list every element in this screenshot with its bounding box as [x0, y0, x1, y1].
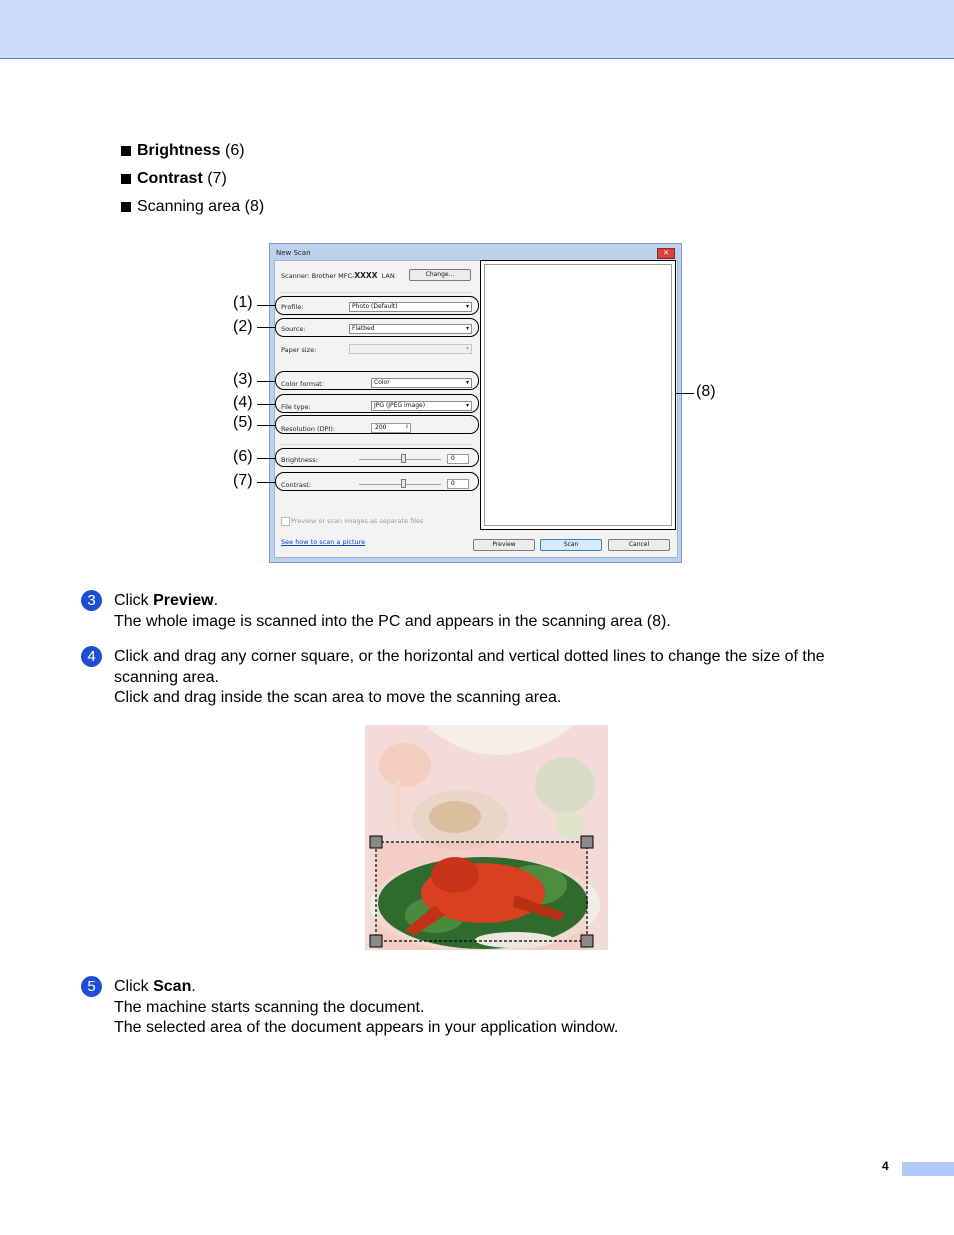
file-type-label: File type: [281, 403, 311, 411]
step-4-line-3: Click and drag inside the scan area to move the scanning area. [114, 689, 562, 706]
step-3-line-2: The whole image is scanned into the PC and appears in the scanning area (8). [114, 612, 671, 630]
chevron-down-icon: ▾ [465, 379, 469, 386]
contrast-label: Contrast: [281, 481, 311, 489]
callout-line [257, 327, 275, 328]
change-button[interactable]: Change... [409, 269, 471, 281]
callout-5: (5) [233, 414, 253, 431]
divider [281, 292, 471, 293]
scanning-area-inner [484, 264, 672, 526]
scanning-area[interactable] [480, 260, 676, 530]
highlight-ring-resolution [275, 415, 479, 434]
callout-4: (4) [233, 394, 253, 411]
bullet-item-scanning-area [121, 193, 264, 221]
paper-size-label: Paper size: [281, 346, 317, 354]
highlight-ring-profile [275, 296, 479, 315]
page-number-bar [902, 1162, 954, 1176]
step-3-line-1 [114, 591, 904, 612]
step-text: . [213, 592, 219, 609]
square-bullet-icon [121, 146, 131, 156]
separate-files-checkbox[interactable] [281, 517, 290, 526]
step-3-text [114, 591, 904, 632]
bullet-bold-text: Brightness [137, 142, 221, 159]
callout-line [257, 425, 275, 426]
square-bullet-icon [121, 174, 131, 184]
scanner-model: XXXX [354, 271, 378, 280]
callout-2: (2) [233, 318, 253, 335]
spin-arrows-icon: ⇕ [404, 424, 409, 430]
bullet-bold-text: Contrast [137, 170, 203, 187]
step-4-text [114, 647, 904, 709]
callout-line [257, 482, 275, 483]
cancel-button[interactable]: Cancel [608, 539, 670, 551]
callout-line [676, 393, 694, 394]
preview-illustration [365, 725, 608, 950]
step-5-line-3: The selected area of the document appears in your application window. [114, 1019, 619, 1036]
callout-6: (6) [233, 448, 253, 465]
brightness-value-box[interactable]: 0 [447, 454, 469, 464]
chevron-down-icon: ▾ [465, 325, 469, 332]
callout-line [257, 458, 275, 459]
step-text: Click [114, 978, 154, 995]
step-4-line-1: Click and drag any corner square, or the horizontal and vertical dotted lines to change the size of the [114, 648, 825, 665]
separate-files-label: Preview or scan images as separate files [291, 517, 424, 525]
step-5-text [114, 977, 904, 1039]
page-number: 4 [882, 1159, 889, 1173]
step-text: . [191, 978, 196, 995]
scan-button[interactable]: Scan [540, 539, 602, 551]
chevron-down-icon: ▾ [465, 345, 469, 352]
profile-value: Photo (Default) [352, 303, 398, 310]
source-value: Flatbed [352, 325, 375, 332]
bullet-item-brightness [121, 137, 264, 165]
bullet-text: (7) [202, 170, 227, 187]
chevron-down-icon: ▾ [465, 402, 469, 409]
file-type-value: JPG (JPEG image) [374, 402, 426, 409]
close-icon[interactable]: ✕ [657, 248, 675, 259]
highlight-ring-color-format [275, 371, 479, 390]
step-4-line-2: scanning area. [114, 668, 219, 686]
divider [281, 444, 471, 445]
step-bold-text: Preview [153, 592, 214, 609]
brightness-label: Brightness: [281, 456, 318, 464]
callout-7: (7) [233, 472, 253, 489]
step-badge-4: 4 [81, 646, 102, 667]
help-link[interactable]: See how to scan a picture [281, 538, 366, 546]
step-5-line-2: The machine starts scanning the document. [114, 998, 425, 1016]
paper-size-select[interactable] [349, 344, 472, 354]
preview-button[interactable]: Preview [473, 539, 535, 551]
callout-line [257, 305, 275, 306]
highlight-ring-source [275, 318, 479, 337]
chevron-down-icon: ▾ [465, 303, 469, 310]
color-format-label: Color format: [281, 380, 324, 388]
callout-line [257, 404, 275, 405]
callout-3: (3) [233, 371, 253, 388]
contrast-value-box[interactable]: 0 [447, 479, 469, 489]
source-label: Source: [281, 325, 306, 333]
callout-8: (8) [696, 383, 716, 400]
square-bullet-icon [121, 202, 131, 212]
color-format-value: Color [374, 379, 390, 386]
highlight-ring-file-type [275, 394, 479, 413]
callout-1: (1) [233, 294, 253, 311]
resolution-label: Resolution (DPI): [281, 425, 336, 433]
profile-label: Profile: [281, 303, 304, 311]
step-badge-3: 3 [81, 590, 102, 611]
highlight-ring-brightness [275, 448, 479, 467]
step-5-line-1 [114, 977, 904, 998]
highlight-ring-contrast [275, 472, 479, 491]
bullet-item-contrast [121, 165, 264, 193]
dialog-title: New Scan [276, 249, 311, 257]
callout-line [257, 381, 275, 382]
scan-preview-image[interactable] [365, 725, 608, 950]
step-text: Click [114, 592, 154, 609]
bullet-text: (6) [220, 142, 245, 159]
feature-bullet-list [121, 137, 264, 221]
bullet-text: Scanning area (8) [137, 198, 265, 215]
step-badge-5: 5 [81, 976, 102, 997]
page-header-band [0, 0, 954, 59]
scanner-connection: LAN [381, 272, 395, 280]
step-bold-text: Scan [153, 978, 192, 995]
resolution-value: 200 [375, 424, 387, 431]
scanner-info [281, 271, 395, 280]
scanner-label: Scanner: Brother MFC- [281, 272, 355, 280]
